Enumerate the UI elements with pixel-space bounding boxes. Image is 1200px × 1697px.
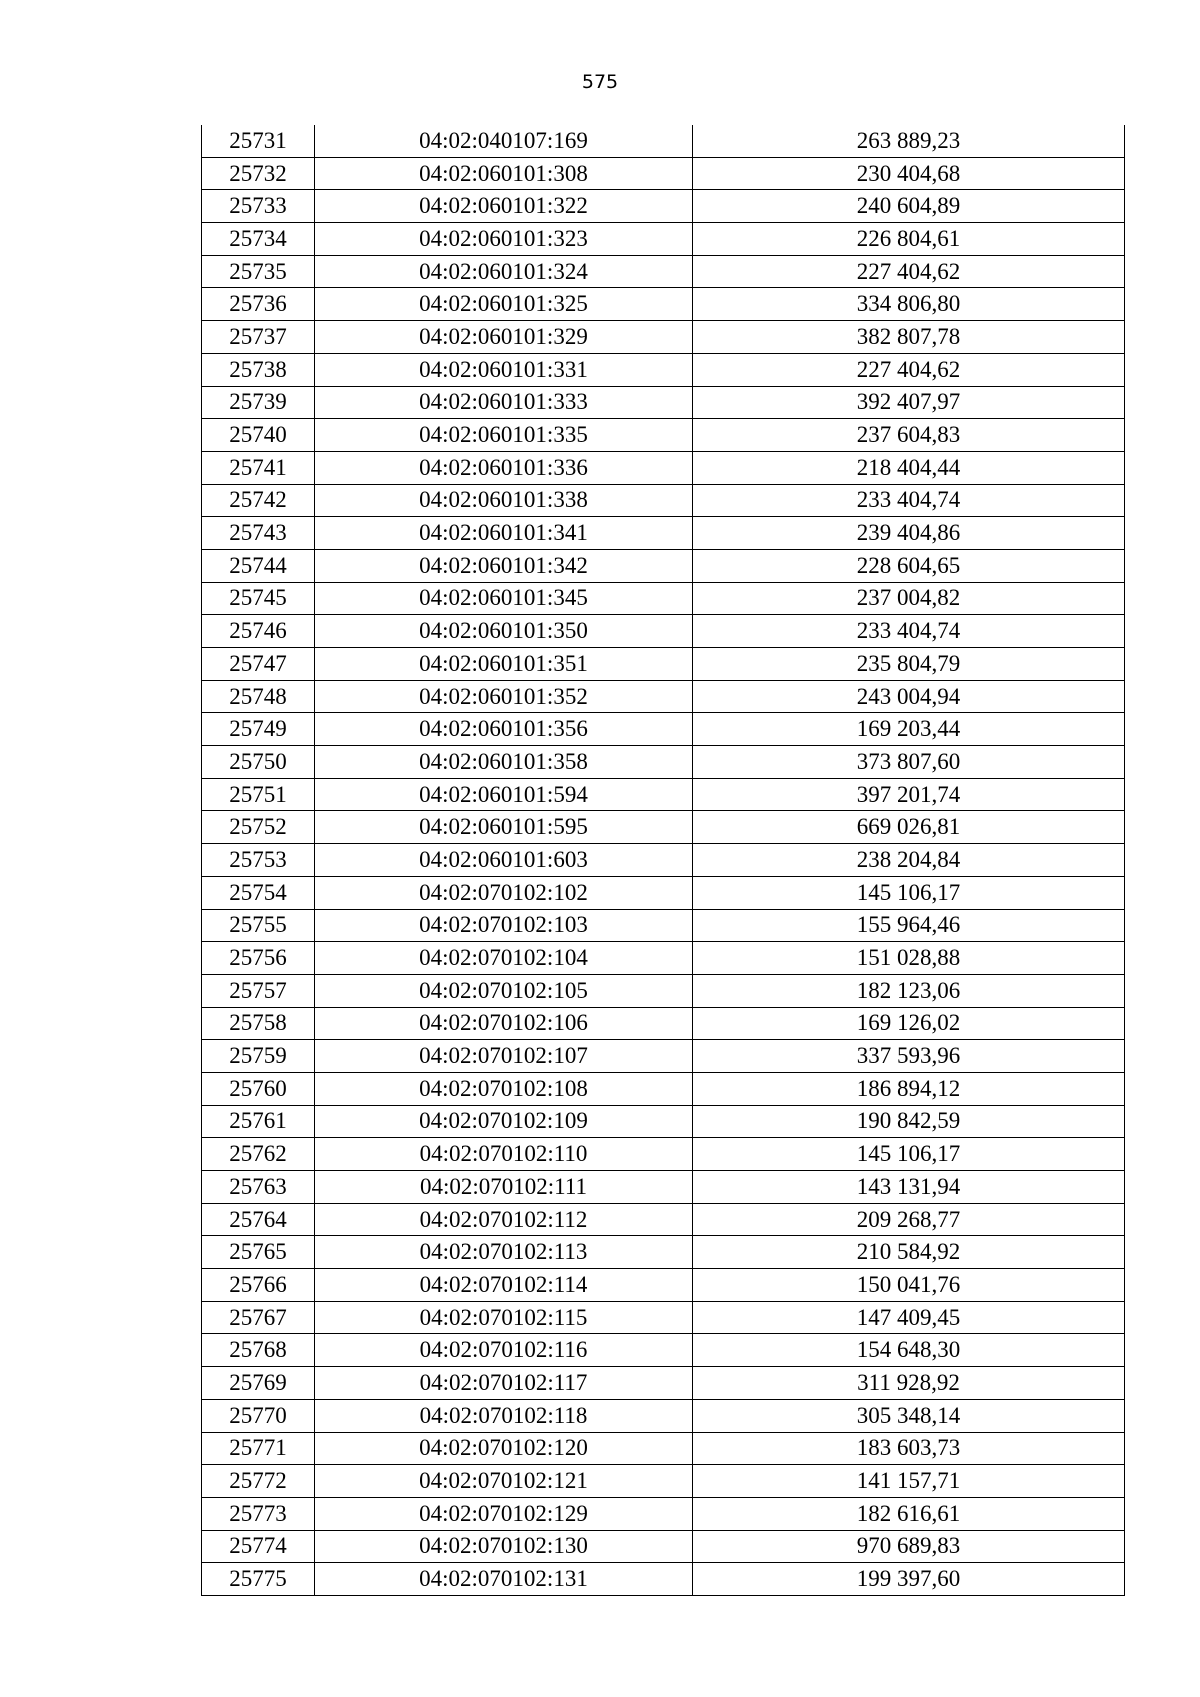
cadastral-value-cell: 669 026,81 <box>693 811 1125 844</box>
cadastral-number-cell: 04:02:060101:335 <box>315 419 693 452</box>
row-number-cell: 25751 <box>202 778 315 811</box>
cadastral-value-cell: 235 804,79 <box>693 648 1125 681</box>
cadastral-number-cell: 04:02:070102:117 <box>315 1367 693 1400</box>
cadastral-number-cell: 04:02:070102:130 <box>315 1530 693 1563</box>
cadastral-number-cell: 04:02:070102:110 <box>315 1138 693 1171</box>
row-number-cell: 25746 <box>202 615 315 648</box>
cadastral-value-table <box>201 125 1125 1596</box>
row-number-cell: 25774 <box>202 1530 315 1563</box>
row-number-cell: 25763 <box>202 1171 315 1204</box>
table-row <box>202 549 1125 582</box>
row-number-cell: 25752 <box>202 811 315 844</box>
row-number-cell: 25736 <box>202 288 315 321</box>
cadastral-number-cell: 04:02:060101:341 <box>315 517 693 550</box>
table-row <box>202 1497 1125 1530</box>
cadastral-value-cell: 382 807,78 <box>693 321 1125 354</box>
cadastral-value-cell: 154 648,30 <box>693 1334 1125 1367</box>
cadastral-value-cell: 240 604,89 <box>693 190 1125 223</box>
cadastral-number-cell: 04:02:060101:603 <box>315 844 693 877</box>
cadastral-value-cell: 392 407,97 <box>693 386 1125 419</box>
cadastral-value-cell: 230 404,68 <box>693 157 1125 190</box>
cadastral-value-cell: 397 201,74 <box>693 778 1125 811</box>
cadastral-value-cell: 169 203,44 <box>693 713 1125 746</box>
row-number-cell: 25756 <box>202 942 315 975</box>
cadastral-value-cell: 182 616,61 <box>693 1497 1125 1530</box>
row-number-cell: 25753 <box>202 844 315 877</box>
row-number-cell: 25737 <box>202 321 315 354</box>
table-row <box>202 125 1125 157</box>
cadastral-value-cell: 373 807,60 <box>693 746 1125 779</box>
table-row <box>202 582 1125 615</box>
cadastral-number-cell: 04:02:070102:120 <box>315 1432 693 1465</box>
row-number-cell: 25745 <box>202 582 315 615</box>
table-row <box>202 1432 1125 1465</box>
cadastral-number-cell: 04:02:070102:111 <box>315 1171 693 1204</box>
table-row <box>202 386 1125 419</box>
table-row <box>202 419 1125 452</box>
row-number-cell: 25768 <box>202 1334 315 1367</box>
cadastral-number-cell: 04:02:060101:345 <box>315 582 693 615</box>
table-row <box>202 321 1125 354</box>
table-row <box>202 1269 1125 1302</box>
cadastral-number-cell: 04:02:070102:115 <box>315 1301 693 1334</box>
table-row <box>202 942 1125 975</box>
row-number-cell: 25770 <box>202 1399 315 1432</box>
row-number-cell: 25760 <box>202 1072 315 1105</box>
table-row <box>202 876 1125 909</box>
table-row <box>202 1105 1125 1138</box>
row-number-cell: 25731 <box>202 125 315 157</box>
cadastral-number-cell: 04:02:060101:329 <box>315 321 693 354</box>
cadastral-number-cell: 04:02:040107:169 <box>315 125 693 157</box>
row-number-cell: 25742 <box>202 484 315 517</box>
row-number-cell: 25759 <box>202 1040 315 1073</box>
table-row <box>202 1236 1125 1269</box>
table-row <box>202 615 1125 648</box>
row-number-cell: 25744 <box>202 549 315 582</box>
cadastral-value-cell: 227 404,62 <box>693 353 1125 386</box>
cadastral-value-cell: 226 804,61 <box>693 223 1125 256</box>
cadastral-value-cell: 182 123,06 <box>693 974 1125 1007</box>
row-number-cell: 25775 <box>202 1563 315 1596</box>
cadastral-number-cell: 04:02:060101:351 <box>315 648 693 681</box>
cadastral-number-cell: 04:02:070102:109 <box>315 1105 693 1138</box>
cadastral-number-cell: 04:02:070102:102 <box>315 876 693 909</box>
cadastral-value-cell: 233 404,74 <box>693 484 1125 517</box>
table-row <box>202 1171 1125 1204</box>
table-row <box>202 1007 1125 1040</box>
cadastral-number-cell: 04:02:060101:325 <box>315 288 693 321</box>
cadastral-number-cell: 04:02:060101:352 <box>315 680 693 713</box>
cadastral-value-cell: 239 404,86 <box>693 517 1125 550</box>
cadastral-number-cell: 04:02:060101:350 <box>315 615 693 648</box>
cadastral-number-cell: 04:02:070102:103 <box>315 909 693 942</box>
table-row <box>202 353 1125 386</box>
table-row <box>202 1563 1125 1596</box>
cadastral-value-cell: 143 131,94 <box>693 1171 1125 1204</box>
cadastral-value-cell: 970 689,83 <box>693 1530 1125 1563</box>
table-row <box>202 1138 1125 1171</box>
cadastral-value-cell: 150 041,76 <box>693 1269 1125 1302</box>
cadastral-number-cell: 04:02:070102:121 <box>315 1465 693 1498</box>
cadastral-number-cell: 04:02:060101:595 <box>315 811 693 844</box>
cadastral-number-cell: 04:02:060101:322 <box>315 190 693 223</box>
cadastral-number-cell: 04:02:070102:113 <box>315 1236 693 1269</box>
cadastral-value-cell: 228 604,65 <box>693 549 1125 582</box>
row-number-cell: 25741 <box>202 451 315 484</box>
table-row <box>202 190 1125 223</box>
table-row <box>202 288 1125 321</box>
cadastral-number-cell: 04:02:060101:323 <box>315 223 693 256</box>
row-number-cell: 25748 <box>202 680 315 713</box>
cadastral-value-cell: 210 584,92 <box>693 1236 1125 1269</box>
cadastral-value-cell: 334 806,80 <box>693 288 1125 321</box>
cadastral-number-cell: 04:02:060101:358 <box>315 746 693 779</box>
row-number-cell: 25762 <box>202 1138 315 1171</box>
cadastral-value-cell: 238 204,84 <box>693 844 1125 877</box>
cadastral-value-cell: 243 004,94 <box>693 680 1125 713</box>
row-number-cell: 25740 <box>202 419 315 452</box>
cadastral-value-cell: 145 106,17 <box>693 1138 1125 1171</box>
table-row <box>202 484 1125 517</box>
row-number-cell: 25749 <box>202 713 315 746</box>
table-row <box>202 1040 1125 1073</box>
row-number-cell: 25771 <box>202 1432 315 1465</box>
table-row <box>202 974 1125 1007</box>
cadastral-value-cell: 337 593,96 <box>693 1040 1125 1073</box>
row-number-cell: 25766 <box>202 1269 315 1302</box>
cadastral-number-cell: 04:02:070102:108 <box>315 1072 693 1105</box>
cadastral-number-cell: 04:02:070102:131 <box>315 1563 693 1596</box>
table-row <box>202 844 1125 877</box>
cadastral-value-cell: 199 397,60 <box>693 1563 1125 1596</box>
cadastral-number-cell: 04:02:060101:594 <box>315 778 693 811</box>
table-row <box>202 680 1125 713</box>
row-number-cell: 25767 <box>202 1301 315 1334</box>
cadastral-value-cell: 141 157,71 <box>693 1465 1125 1498</box>
row-number-cell: 25739 <box>202 386 315 419</box>
row-number-cell: 25758 <box>202 1007 315 1040</box>
cadastral-number-cell: 04:02:060101:336 <box>315 451 693 484</box>
row-number-cell: 25754 <box>202 876 315 909</box>
cadastral-value-cell: 233 404,74 <box>693 615 1125 648</box>
cadastral-number-cell: 04:02:070102:107 <box>315 1040 693 1073</box>
page-number: 575 <box>581 71 619 93</box>
cadastral-value-cell: 145 106,17 <box>693 876 1125 909</box>
row-number-cell: 25733 <box>202 190 315 223</box>
cadastral-number-cell: 04:02:070102:112 <box>315 1203 693 1236</box>
table-body <box>202 125 1125 1595</box>
table-row <box>202 1367 1125 1400</box>
row-number-cell: 25772 <box>202 1465 315 1498</box>
cadastral-number-cell: 04:02:060101:308 <box>315 157 693 190</box>
row-number-cell: 25734 <box>202 223 315 256</box>
cadastral-value-cell: 209 268,77 <box>693 1203 1125 1236</box>
table-row <box>202 811 1125 844</box>
row-number-cell: 25732 <box>202 157 315 190</box>
cadastral-value-cell: 227 404,62 <box>693 255 1125 288</box>
table-row <box>202 1072 1125 1105</box>
row-number-cell: 25757 <box>202 974 315 1007</box>
row-number-cell: 25764 <box>202 1203 315 1236</box>
cadastral-number-cell: 04:02:070102:106 <box>315 1007 693 1040</box>
table-row <box>202 648 1125 681</box>
cadastral-value-cell: 190 842,59 <box>693 1105 1125 1138</box>
table-row <box>202 517 1125 550</box>
cadastral-number-cell: 04:02:070102:129 <box>315 1497 693 1530</box>
table-row <box>202 1203 1125 1236</box>
cadastral-number-cell: 04:02:060101:342 <box>315 549 693 582</box>
table-row <box>202 255 1125 288</box>
row-number-cell: 25750 <box>202 746 315 779</box>
cadastral-number-cell: 04:02:070102:104 <box>315 942 693 975</box>
table-row <box>202 223 1125 256</box>
table-row <box>202 746 1125 779</box>
cadastral-value-cell: 263 889,23 <box>693 125 1125 157</box>
cadastral-value-cell: 151 028,88 <box>693 942 1125 975</box>
cadastral-number-cell: 04:02:070102:114 <box>315 1269 693 1302</box>
table-row <box>202 1465 1125 1498</box>
cadastral-number-cell: 04:02:060101:331 <box>315 353 693 386</box>
table-row <box>202 778 1125 811</box>
cadastral-number-cell: 04:02:070102:105 <box>315 974 693 1007</box>
table-row <box>202 1399 1125 1432</box>
cadastral-number-cell: 04:02:060101:356 <box>315 713 693 746</box>
row-number-cell: 25769 <box>202 1367 315 1400</box>
table-row <box>202 909 1125 942</box>
table-row <box>202 1334 1125 1367</box>
cadastral-value-cell: 237 604,83 <box>693 419 1125 452</box>
cadastral-number-cell: 04:02:070102:118 <box>315 1399 693 1432</box>
cadastral-number-cell: 04:02:070102:116 <box>315 1334 693 1367</box>
row-number-cell: 25738 <box>202 353 315 386</box>
row-number-cell: 25755 <box>202 909 315 942</box>
table-row <box>202 713 1125 746</box>
table-row <box>202 157 1125 190</box>
row-number-cell: 25747 <box>202 648 315 681</box>
row-number-cell: 25743 <box>202 517 315 550</box>
cadastral-value-cell: 183 603,73 <box>693 1432 1125 1465</box>
cadastral-value-cell: 305 348,14 <box>693 1399 1125 1432</box>
cadastral-value-cell: 186 894,12 <box>693 1072 1125 1105</box>
cadastral-value-cell: 169 126,02 <box>693 1007 1125 1040</box>
cadastral-value-cell: 237 004,82 <box>693 582 1125 615</box>
cadastral-value-cell: 311 928,92 <box>693 1367 1125 1400</box>
cadastral-value-cell: 147 409,45 <box>693 1301 1125 1334</box>
table-row <box>202 1301 1125 1334</box>
table-row <box>202 451 1125 484</box>
cadastral-number-cell: 04:02:060101:338 <box>315 484 693 517</box>
row-number-cell: 25761 <box>202 1105 315 1138</box>
row-number-cell: 25735 <box>202 255 315 288</box>
cadastral-value-cell: 218 404,44 <box>693 451 1125 484</box>
cadastral-number-cell: 04:02:060101:324 <box>315 255 693 288</box>
cadastral-value-cell: 155 964,46 <box>693 909 1125 942</box>
table-row <box>202 1530 1125 1563</box>
row-number-cell: 25765 <box>202 1236 315 1269</box>
cadastral-number-cell: 04:02:060101:333 <box>315 386 693 419</box>
row-number-cell: 25773 <box>202 1497 315 1530</box>
